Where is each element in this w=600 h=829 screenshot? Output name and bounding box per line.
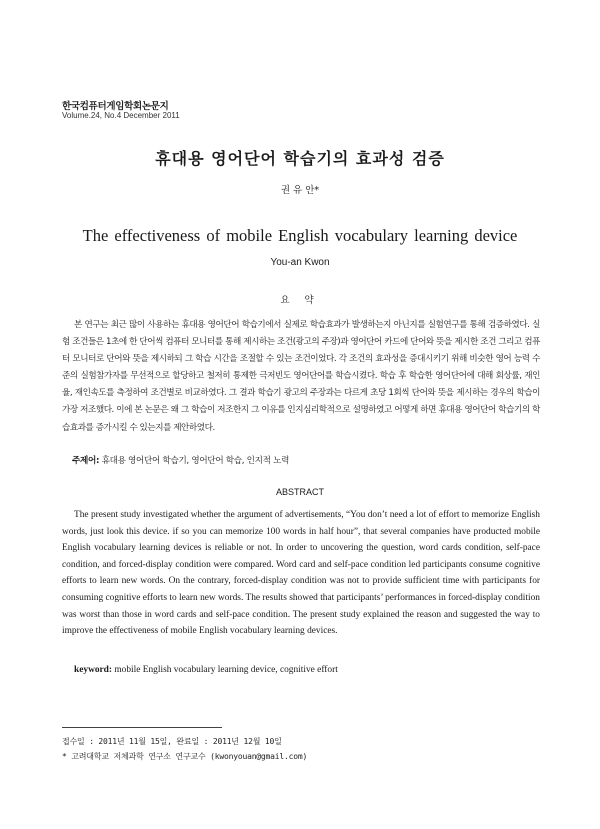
korean-keywords-text: 휴대용 영어단어 학습기, 영어단어 학습, 인지적 노력 [101,456,290,466]
english-keywords [74,665,338,675]
korean-keywords-label: 주제어: [72,456,100,466]
journal-volume: Volume.24, No.4 December 2011 [62,111,180,120]
english-title: The effectiveness of mobile English vocabulary learning device [82,226,518,245]
english-abstract-heading: ABSTRACT [275,487,324,497]
english-keywords-text: mobile English vocabulary learning device, cognitive effort [114,665,338,675]
korean-title: 휴대용 영어단어 학습기의 효과성 검증 [155,149,445,168]
english-abstract-body: The present study investigated whether the argument of advertisements, “You don’t need a lot of effort to memorize English words, just look this device. if so you can memorize 100 words in half hour”, that several companies have producted mobile English vocabulary learning devices is reliable or not. In order to uncovering the question, word cards condition, self-pace condition, and forced-display condition were compared. Word card and self-pace condition led participants consume cognitive efforts to learn new words. On the contrary, forced-display condition was not to provide sufficient time with participants for consuming cognitive efforts to learn new words. The results showed that participants’ performances in forced-display condition was worst than those in word cards and self-pace condition. The present study explained the reason and suggested the way to improve the effectiveness of mobile English vocabulary learning devices. [62,510,540,637]
korean-abstract-heading: 요 약 [280,295,320,306]
korean-author: 권 유 안* [280,185,320,196]
footnote-affiliation: * 고려대학교 저체과학 연구소 연구교수 (kwonyouan@gmail.com) [62,752,308,761]
footnote-dates: 접수일 : 2011년 11월 15일, 완료일 : 2011년 12월 10일 [62,737,282,746]
footnote-divider [62,727,222,728]
english-keywords-label: keyword: [74,665,113,675]
english-author: You-an Kwon [270,257,330,268]
korean-keywords [72,454,289,466]
korean-abstract-body: 본 연구는 최근 많이 사용하는 휴대용 영어단어 학습기에서 실제로 학습효과가 발생하는지 아닌지를 실험연구를 통해 검증하였다. 실험 조건들은 1초에 한 단어씩 컴퓨터 모니터를 통해 제시하는 조건(광고의 주장)과 영어단어 카드에 단어와 뜻을 제시한 조건 그리고 컴퓨터 모니터로 단어와 뜻을 제시하되 그 학습 시간을 조절할 수 있는 조건이었다. 각 조건의 효과성을 증대시키기 위해 비슷한 영어 능력 수준의 실험참가자를 무선적으로 할당하고 철저히 통제한 극저빈도 영어단어를 학습시켰다. 학습 후 학습한 영어단어에 대해 회상률, 재인율, 재인속도를 측정하여 조건별로 비교하였다. 그 결과 학습기 광고의 주장과는 다르게 초당 1회씩 단어와 뜻을 제시하는 경우의 학습이 가장 저조했다. 이에 본 논문은 왜 그 학습이 저조한지 그 이유를 인지심리학적으로 설명하였고 어떻게 하면 휴대용 영어단어 학습기의 학습효과를 증가시킬 수 있는지를 제안하였다. [62,320,540,433]
journal-name: 한국컴퓨터게임학회논문지 [62,101,169,112]
